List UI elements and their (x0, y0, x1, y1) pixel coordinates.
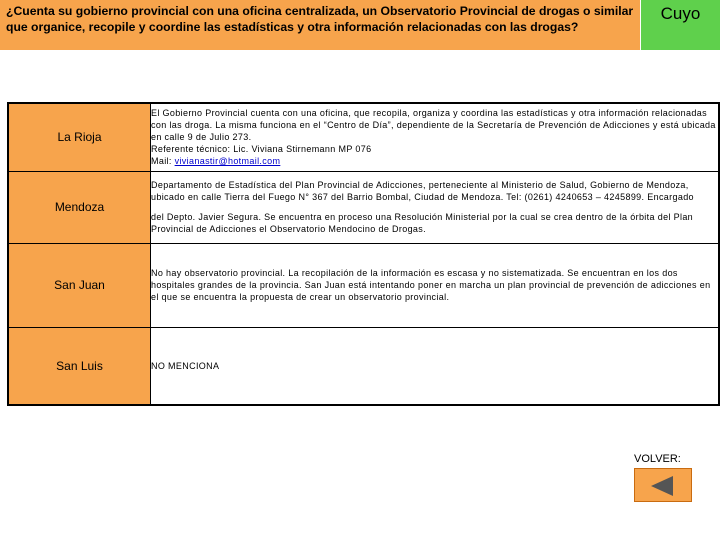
info-text: Referente técnico: Lic. Viviana Stirnemann MP 076 (151, 144, 372, 155)
provinces-table (7, 102, 720, 406)
province-cell: Mendoza (8, 171, 151, 243)
info-text: del Depto. Javier Segura. Se encuentra en proceso una Resolución Ministerial por la cual se crea dentro de la órbita del Plan Provincial de Adicciones el Observatorio Mendocino de Drogas. (151, 212, 694, 234)
info-text: No hay observatorio provincial. La recopilación de la información es escasa y no sistematizada. Se encuentran en los dos hospitales grandes de la provincia. San Juan está intentando poner en marcha un plan provincial de prevención de adicciones en el que se encuentra la propuesta de crear un observatorio provincial. (151, 268, 711, 302)
table-row (8, 327, 719, 405)
info-text: El Gobierno Provincial cuenta con una oficina, que recopila, organiza y coordina las estadísticas y otra información relacionadas con las droga. La misma funciona en el “Centro de Día”, dependiente de la Secretaría de Prevención de Adicciones y está ubicada en calle 9 de Julio 273. (151, 108, 716, 143)
info-cell (151, 171, 720, 243)
table-row (8, 243, 719, 327)
region-label: Cuyo (660, 4, 701, 23)
info-cell (151, 327, 720, 405)
province-cell: San Luis (8, 327, 151, 405)
info-text: NO MENCIONA (151, 360, 220, 371)
email-link[interactable]: vivianastir@hotmail.com (174, 156, 281, 167)
info-cell (151, 243, 720, 327)
province-cell: La Rioja (8, 103, 151, 171)
left-arrow-icon (651, 476, 673, 496)
region-badge (641, 0, 720, 50)
mail-line (151, 155, 718, 167)
mail-label: Mail: (151, 156, 175, 167)
info-cell (151, 103, 720, 171)
table-row (8, 103, 719, 171)
province-cell: San Juan (8, 243, 151, 327)
header-banner (0, 0, 640, 50)
back-button[interactable] (634, 468, 692, 502)
info-text: Departamento de Estadística del Plan Provincial de Adicciones, perteneciente al Ministerio de Salud, Gobierno de Mendoza, ubicado en calle Tierra del Fuego N° 367 del Barrio Bombal, Ciudad de Mendoza. Tel: (0261) 4240653 – 4245899. Encargado (151, 180, 694, 202)
table-row (8, 171, 719, 243)
question-title: ¿Cuenta su gobierno provincial con una oficina centralizada, un Observatorio Provincial de drogas o similar que organice, recopile y coordine las estadísticas y otra información relacionadas con las drogas? (6, 4, 634, 34)
volver-label: VOLVER: (634, 453, 681, 465)
